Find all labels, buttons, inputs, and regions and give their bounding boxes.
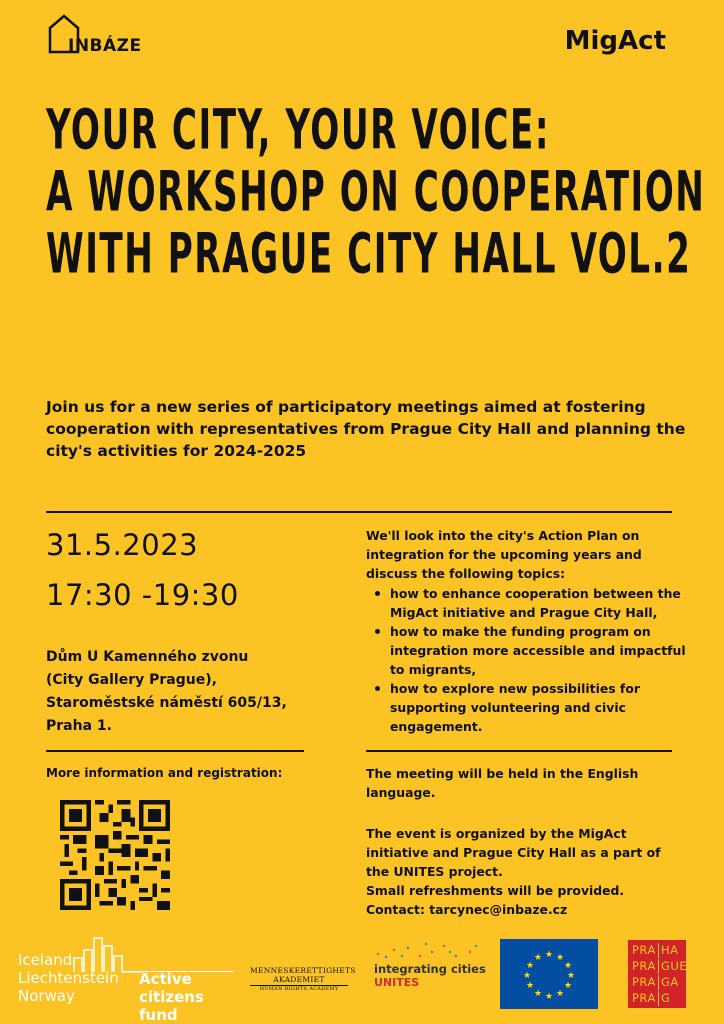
eea-norway-grants-logo bbox=[14, 936, 244, 1024]
acf-line: citizens fund bbox=[139, 988, 204, 1024]
svg-text:★: ★ bbox=[533, 953, 543, 963]
dots-pattern-icon bbox=[374, 940, 484, 962]
eea-country: Liechtenstein bbox=[18, 969, 119, 987]
praha-cell: GUE bbox=[658, 959, 684, 974]
divider-left bbox=[46, 750, 304, 752]
event-venue bbox=[46, 646, 316, 738]
human-rights-academy-logo bbox=[250, 966, 356, 992]
praha-cell: HA bbox=[658, 943, 684, 958]
migact-logo: MigAct bbox=[564, 26, 666, 56]
divider-full bbox=[46, 511, 672, 513]
refreshments-line: Small refreshments will be provided. bbox=[366, 883, 625, 898]
topic-item: how to enhance cooperation between the MigAct initiative and Prague City Hall, bbox=[366, 584, 686, 622]
title-line: WITH PRAGUE CITY HALL VOL.2 bbox=[46, 221, 692, 286]
acf-line: Active bbox=[139, 970, 192, 988]
integrating-cities-text: integrating cities bbox=[374, 962, 486, 976]
active-citizens-fund-text bbox=[139, 970, 244, 1024]
praha-cell: PRA bbox=[632, 991, 656, 1005]
hra-bottom-text: HUMAN RIGHTS ACADEMY bbox=[259, 986, 339, 992]
title-line: YOUR CITY, YOUR VOICE: bbox=[46, 97, 551, 162]
divider-right bbox=[366, 750, 672, 752]
svg-text:★: ★ bbox=[566, 971, 576, 981]
integrating-cities-unites-logo bbox=[370, 940, 490, 1012]
svg-text:★: ★ bbox=[525, 961, 535, 971]
language-note: The meeting will be held in the English language. bbox=[366, 766, 639, 800]
svg-text:★: ★ bbox=[563, 981, 573, 991]
inbaze-logo-text: INBÁZE bbox=[68, 36, 142, 56]
event-time: 17:30 -19:30 bbox=[46, 578, 239, 612]
topics-intro: We'll look into the city's Action Plan on integration for the upcoming years and discuss the following topics: bbox=[366, 528, 642, 581]
intro-paragraph: Join us for a new series of participatory meetings aimed at fostering cooperation with representatives from Prague City Hall and planning the city's activities for 2024-2025 bbox=[46, 398, 686, 460]
topic-item: how to explore new possibilities for supporting volunteering and civic engagement. bbox=[366, 679, 686, 736]
praha-cell: G bbox=[658, 991, 684, 1006]
eea-country: Norway bbox=[18, 987, 75, 1005]
svg-text:★: ★ bbox=[525, 981, 535, 991]
hra-top-text: MENNESKERETTIGHETS AKADEMIET bbox=[250, 966, 356, 984]
poster-title bbox=[46, 97, 706, 294]
topic-item: how to make the funding program on integration more accessible and impactful to migrants, bbox=[366, 622, 686, 679]
svg-text:★: ★ bbox=[555, 989, 565, 999]
svg-text:★: ★ bbox=[544, 992, 554, 1002]
venue-line: Staroměstské náměstí 605/13, bbox=[46, 695, 287, 711]
svg-text:★: ★ bbox=[555, 953, 565, 963]
svg-text:★: ★ bbox=[522, 971, 532, 981]
praha-cell: PRA bbox=[632, 975, 656, 989]
contact-line[interactable]: Contact: tarcynec@inbaze.cz bbox=[366, 902, 568, 917]
registration-qr-code[interactable] bbox=[60, 800, 170, 910]
svg-text:★: ★ bbox=[544, 950, 554, 960]
eea-country: Iceland bbox=[18, 951, 73, 969]
praha-cell: GA bbox=[658, 975, 684, 990]
unites-text: UNITES bbox=[374, 976, 420, 989]
svg-text:★: ★ bbox=[563, 961, 573, 971]
event-date: 31.5.2023 bbox=[46, 528, 199, 562]
praha-cell: PRA bbox=[632, 943, 656, 957]
organizer-line: The event is organized by the MigAct initiative and Prague City Hall as a part of the UNITES project. bbox=[366, 826, 661, 879]
venue-line: Dům U Kamenného zvonu bbox=[46, 649, 249, 665]
topics-list bbox=[366, 584, 686, 736]
title-line: A WORKSHOP ON COOPERATION bbox=[46, 159, 706, 224]
prague-city-logo bbox=[628, 940, 686, 1008]
eu-flag-icon bbox=[500, 939, 598, 1009]
praha-cell: PRA bbox=[632, 959, 656, 973]
svg-text:★: ★ bbox=[533, 989, 543, 999]
inbaze-logo bbox=[48, 14, 168, 58]
organizer-note bbox=[366, 824, 686, 919]
more-info-label: More information and registration: bbox=[46, 766, 283, 780]
venue-line: (City Gallery Prague), bbox=[46, 672, 217, 688]
venue-line: Praha 1. bbox=[46, 718, 112, 734]
